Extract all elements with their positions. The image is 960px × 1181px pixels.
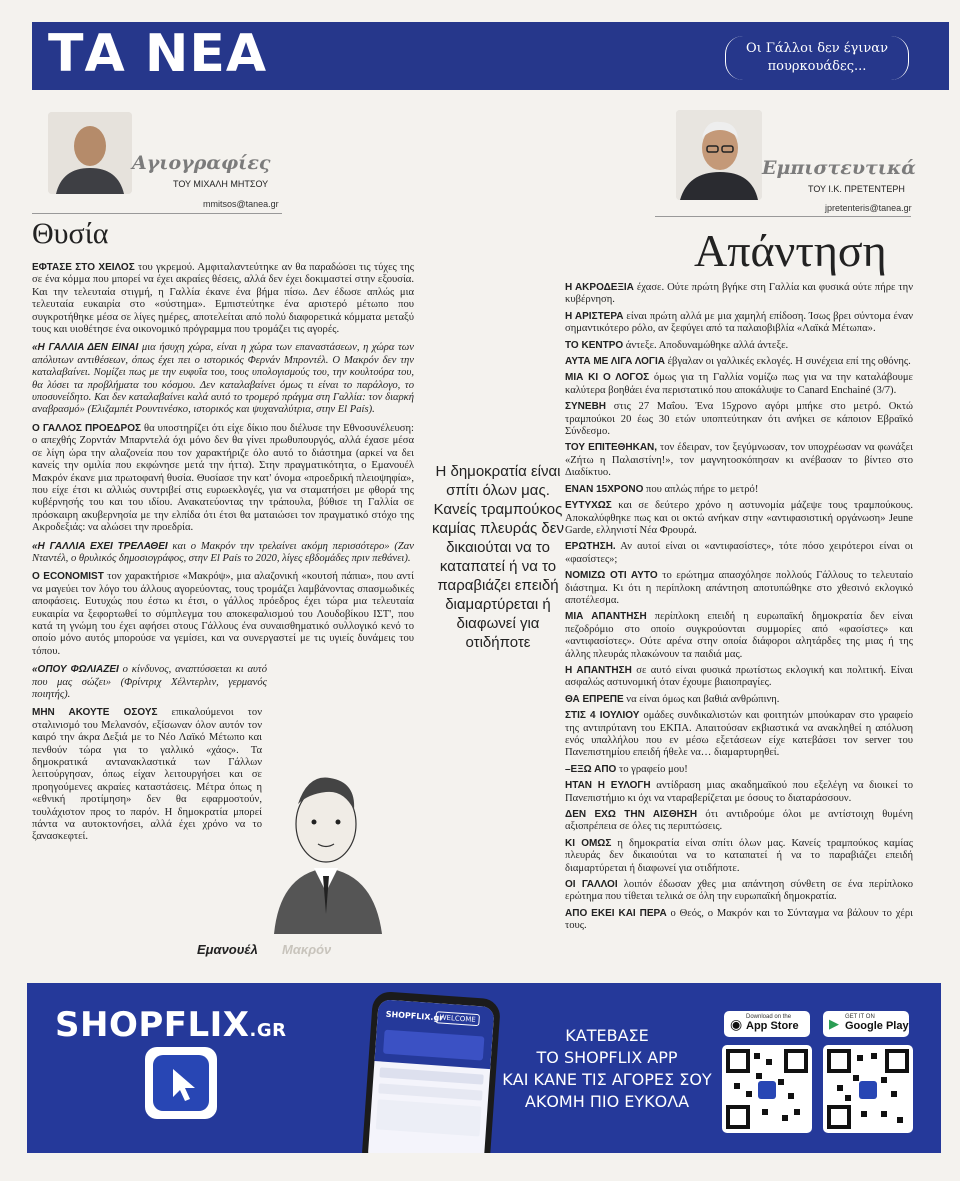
divider-left bbox=[32, 213, 282, 214]
author-email-left[interactable]: mmitsos@tanea.gr bbox=[203, 199, 279, 209]
shopflix-advertisement[interactable] bbox=[27, 983, 941, 1153]
paragraph: Ο ECONOMIST τον χαρακτήρισε «Μακρόψ», μια αλαζονική «κουτσή πάπια», που αντί να μαγεύει τον λόγο του άλλους αγορεύοντας, τους τρομάζει λαμβάνοντας σπασμωδικές αποφάσεις. Ευτυχώς που έστω κι έτσι, ο γάλλος πρόεδρος έχει τώρα μια τελευταία ευκαιρία να ξεφορτωθεί το σύμπλεγμα του αποκεφαλισμού του Λουδοβίκου ΙΣΤ', που κατά τη γνώμη του έχει αφήσει στους Γάλλους ένα συναισθηματικό συλλογικό κενό το οποίο μόνο αυτός μπορούσε να γεμίσει, και να συνεργαστεί με τις υγιείς δυνάμεις του τόπου. bbox=[32, 571, 414, 657]
paragraph: ΗΤΑΝ Η ΕΥΛΟΓΗ αντίδραση μιας ακαδημαϊκού που εξελέγη να διοικεί το Πανεπιστήμιο κι όχι να νταραβερίζεται με όσους το διαταράσσουν. bbox=[565, 780, 913, 804]
paragraph: ΕΥΤΥΧΩΣ και σε δεύτερο χρόνο η αστυνομία μάζεψε τους τραμπούκους. Αποκαλύφθηκε πως και οι οκτώ ανήκαν στην «αντιφασιστική οργάνωση» Jeune Garde, ελληνιστί Νέα Φρουρά. bbox=[565, 500, 913, 536]
paragraph: ΜΗΝ ΑΚΟΥΤΕ ΟΣΟΥΣ επικαλούμενοι τον σταλινισμό του Μελανσόν, εξίσωναν όλον αυτόν τον καιρό την άκρα Δεξιά με το Νέο Λαϊκό Μέτωπο και πενθούν τώρα για το γαλλικό «χάος». Τα δημοκρατικά αντανακλαστικά των Γάλλων λειτούργησαν, όπως είχαν λειτουργήσει και σε προηγούμενες ακραίες καταστάσεις. Μέτρα όπως η «εθνική προτίμηση» δεν θα εφαρμοστούν, τουλάχιστον προς το παρόν. Η δημοκρατία μπορεί πάντα να αυτοκτονήσει, αλλά έχει χρόνο να το ξανασκεφτεί. bbox=[32, 707, 263, 843]
masthead-subtitle-line1: Οι Γάλλοι δεν έγιναν bbox=[745, 41, 888, 56]
paragraph: ΕΦΤΑΣΕ ΣΤΟ ΧΕΙΛΟΣ του γκρεμού. Αμφιταλαντεύτηκε αν θα παραδώσει τις τύχες της σε ένα κόμμα που μπορεί να έχει ακραίες θέσεις, αλλά δεν έχει δοκιμαστεί στην εξουσία. Και την τελευταία στιγμή, η Γαλλία έκανε ένα βήμα πίσω. Δεν έδωσε απλώς μια τελευταία ευκαιρία στο «σύστημα». Εμπιστεύτηκε ένα αριστερό μέτωπο που συγκροτήθηκε μέσα σε λίγες ημέρες, αποτελείται από πολύ διαφορετικά κόμματα μεταξύ τους και υιοθέτησε ένα οικονομικό πρόγραμμα που τρομάζει τις αγορές. bbox=[32, 262, 414, 336]
shopflix-logo: SHOPFLIX.GR bbox=[55, 1005, 287, 1045]
google-play-icon: ▶ bbox=[829, 1016, 839, 1031]
paragraph: ΤΟΥ ΕΠΙΤΕΘΗΚΑΝ, τον έδειραν, τον ξεγύμνωσαν, τον υποχρέωσαν να φωνάξει «Ζήτω η Παλαιστίνη!», τον μαγνητοσκόπησαν κι ανέβασαν το βίντεο στο Διαδίκτυο. bbox=[565, 442, 913, 479]
column-rubric-left: Αγιογραφίες bbox=[132, 152, 271, 174]
photo-caption-faded: Μακρόν bbox=[282, 942, 332, 957]
paragraph: Η ΑΠΑΝΤΗΣΗ σε αυτό είναι φυσικά πρωτίστως εκλογική και πολιτική. Είναι ασφαλώς αστυνομική όταν έχουμε βιαιοπραγίες. bbox=[565, 664, 913, 689]
author-byline-right: ΤΟΥ Ι.Κ. ΠΡΕΤΕΝΤΕΡΗ bbox=[808, 184, 905, 194]
paragraph: Η ΑΡΙΣΤΕΡΑ είναι πρώτη αλλά με μια χαμηλή επίδοση. Ίσως βρει σύντομα έναν σημαντικότερο ρόλο, αν ξεφύγει από τα παλαιοβιβλία «Λαϊκά Μέτωπα». bbox=[565, 310, 913, 335]
paragraph: –ΕΞΩ ΑΠΟ το γραφείο μου! bbox=[565, 763, 688, 775]
author-byline-left: ΤΟΥ ΜΙΧΑΛΗ ΜΗΤΣΟΥ bbox=[173, 179, 269, 189]
paragraph: ΕΡΩΤΗΣΗ. Αν αυτοί είναι οι «αντιφασίστες», τότε πόσο χειρότεροι είναι οι «φασίστες»; bbox=[565, 541, 913, 565]
paragraph: Ο ΓΑΛΛΟΣ ΠΡΟΕΔΡΟΣ θα υποστηρίζει ότι είχε δίκιο που διέλυσε την Εθνοσυνέλευση: ο απεχθής Ζορντάν Μπαρντελά όχι μόνο δεν θα γίνει πρωθυπουργός, αλλά έχασε μέσα σε λίγη ώρα την αλαζονεία που τον χαρακτήριζε όλο αυτό το διάστημα (αρκεί να δει κανείς την ομιλία που εκφώνησε μετά την ήττα). Στην πραγματικότητα, ο Εμανουέλ Μακρόν έκανε μια πρωτοφανή θυσία. Θυσίασε την κατ' όνομα «προεδρική πλειοψηφία», που είχε έτσι κι αλλιώς συντριβεί στις ευρωεκλογές, για να σταματήσει με φθορά της κυβέρνησής του και του ιδίου. Ανακατεύοντας την τράπουλα, βύθισε τη Γαλλία σε πρόσκαιρη ακυβερνησία με την ελπίδα ότι έτσι θα ματαιώσει τον πραγματικό στόχο της Ακροδεξιάς: να αλώσει την προεδρία. bbox=[32, 422, 414, 534]
paragraph: ΕΝΑΝ 15ΧΡΟΝΟ που απλώς πήρε το μετρό! bbox=[565, 483, 759, 495]
quote-paragraph: «ΟΠΟΥ ΦΩΛΙΑΖΕΙ ο κίνδυνος, αναπτύσσεται κι αυτό που μας σώζει» (Φρίντριχ Χέλντερλιν, γερμανός ποιητής). bbox=[32, 664, 267, 700]
paragraph: ΤΟ ΚΕΝΤΡΟ άντεξε. Αποδυναμώθηκε αλλά άντεξε. bbox=[565, 339, 789, 351]
newspaper-logo: ΤΑ ΝΕΑ bbox=[48, 24, 268, 84]
masthead-banner bbox=[32, 22, 949, 90]
column-rubric-right: Εμπιστευτικά bbox=[762, 157, 916, 179]
shopflix-app-icon[interactable] bbox=[145, 1047, 217, 1119]
paragraph: ΑΥΤΑ ΜΕ ΛΙΓΑ ΛΟΓΙΑ έβγαλαν οι γαλλικές εκλογές. Η συνέχεια επί της οθόνης. bbox=[565, 356, 911, 368]
author-portrait-mitsos bbox=[48, 112, 132, 194]
ad-call-to-action: ΚΑΤΕΒΑΣΕ ΤΟ SHOPFLIX APP ΚΑΙ ΚΑΝΕ ΤΙΣ ΑΓΟΡΕΣ ΣΟΥ ΑΚΟΜΗ ΠΙΟ ΕΥΚΟΛΑ bbox=[502, 1026, 712, 1111]
paragraph: ΟΙ ΓΑΛΛΟΙ λοιπόν έδωσαν χθες μια απάντηση σύνθετη σε ένα περίπλοκο ερώτημα που τίθεται τελικά σε όλη την ευρωπαϊκή δημοκρατία. bbox=[565, 879, 913, 903]
paragraph: ΜΙΑ ΑΠΑΝΤΗΣΗ περίπλοκη επειδή η ευρωπαϊκή δημοκρατία δεν είναι πεζοδρόμιο στο οποίο συγκρούονται συμμορίες από «φασίστες» και «αντιφασίστες». Ούτε αρένα στην οποία διάφοροι αλητάρδες της μιας ή της άλλης πλευράς πλακώνουν τα παιδιά μας. bbox=[565, 611, 913, 660]
google-play-badge[interactable]: ▶ GET IT ON Google Play bbox=[823, 1011, 909, 1037]
masthead-subtitle bbox=[725, 36, 909, 80]
paragraph: ΚΙ ΟΜΩΣ η δημοκρατία είναι σπίτι όλων μας. Κανείς τραμπούκος καμίας πλευράς δεν δικαιούται να το καταπατεί ή να το παραβιάζει επειδή διαμαρτύρεται ή διαφωνεί για οτιδήποτε. bbox=[565, 837, 913, 874]
qr-code-googleplay[interactable] bbox=[823, 1045, 913, 1133]
article-title-right: Απάντηση bbox=[694, 225, 887, 276]
phone-screen bbox=[367, 999, 494, 1153]
paragraph: ΔΕΝ ΕΧΩ ΤΗΝ ΑΙΣΘΗΣΗ ότι αντιδρούμε όλοι με αντίστοιχη θυμένη αξιοπρέπεια σε όλες τις περιπτώσεις. bbox=[565, 809, 913, 833]
divider-right bbox=[655, 216, 911, 217]
paragraph: Η ΑΚΡΟΔΕΞΙΑ έχασε. Ούτε πρώτη βγήκε στη Γαλλία και φυσικά ούτε πήρε την κυβέρνηση. bbox=[565, 282, 913, 306]
phone-brand: SHOPFLIX.gr bbox=[385, 1009, 444, 1023]
photo-caption: Εμανουέλ bbox=[197, 942, 258, 957]
quote-paragraph: «Η ΓΑΛΛΙΑ ΕΧΕΙ ΤΡΕΛΑΘΕΙ και ο Μακρόν την τρελαίνει ακόμη περισσότερο» (Ζαν Νταντέλ, ο θρυλικός δημοσιογράφος, στην El País το 2020, λίγες εβδομάδες πριν πεθάνει). bbox=[32, 540, 415, 564]
article-body-left bbox=[32, 262, 414, 850]
paragraph: ΜΙΑ ΚΙ Ο ΛΟΓΟΣ όμως για τη Γαλλία νομίζω πως για να την καταλάβουμε καλύτερα βοηθάει ένα περιστατικό που αποκάλυψε το Canard Enchainé (3/7). bbox=[565, 372, 913, 396]
paragraph: ΝΟΜΙΖΩ ΟΤΙ ΑΥΤΟ το ερώτημα απασχόλησε πολλούς Γάλλους το τελευταίο διάστημα. Κι ότι η περίπλοκη απάντηση αποτυπώθηκε στο χθεσινό εκλογικό αποτέλεσμα. bbox=[565, 570, 913, 606]
paragraph: ΘΑ ΕΠΡΕΠΕ να είναι όμως και βαθιά ανθρώπινη. bbox=[565, 693, 780, 705]
paragraph: ΣΤΙΣ 4 ΙΟΥΛΙΟΥ ομάδες συνδικαλιστών και φοιτητών μπούκαραν στο γραφείο της αντιπρύτανη του ΕΚΠΑ. Απαιτούσαν εκβιαστικά να ανακληθεί η απόλυση ενός υπαλλήλου που εν μέσω εξετάσεων είχε κατεβάσει τον server του Πανεπιστημίου επειδή ήθελε να… διαμαρτυρηθεί. bbox=[565, 710, 913, 759]
quote-paragraph: «Η ΓΑΛΛΙΑ ΔΕΝ ΕΙΝΑΙ μια ήσυχη χώρα, είναι η χώρα των επαναστάσεων, η χώρα των απόλυτων αντιθέσεων, όπως έχει πει ο ιστορικός Φερνάν Μπροντέλ. Ο Μακρόν δεν την καταλαβαίνει. Νομίζει πως με την ευφυΐα του, τους υπολογισμούς του, την κουλτούρα του, θα λύσει τα προβλήματα του κόσμου. Δεν καταλαβαίνει όμως τι είναι το παράλογο, το υποσυνείδητο. Και δεν καταλαβαίνει καλά αυτό το τρομερό πράγμα στη Γαλλία: τον διαρκή αναβρασμό» (Ελιζαμπέτ Ρουντινέσκο, ιστορικός και ψυχαναλύτρια, στην El País). bbox=[32, 342, 414, 416]
macron-portrait-sketch bbox=[268, 764, 388, 934]
phone-mockup bbox=[361, 991, 501, 1153]
author-portrait-pretenteris bbox=[676, 110, 762, 200]
article-title-left: Θυσία bbox=[32, 217, 109, 250]
pull-quote: Η δημοκρατία είναι σπίτι όλων μας. Κανείς τραμπούκος καμίας πλευράς δεν δικαιούται να το καταπατεί ή να το παραβιάζει επειδή διαμαρτύρεται ή διαφωνεί για οτιδήποτε bbox=[432, 463, 564, 651]
author-email-right[interactable]: jpretenteris@tanea.gr bbox=[825, 203, 912, 213]
phone-welcome-badge: WELCOME bbox=[435, 1011, 480, 1026]
masthead-subtitle-line2: πουρκουάδες... bbox=[767, 59, 867, 74]
paragraph: ΣΥΝΕΒΗ στις 27 Μαΐου. Ένα 15χρονο αγόρι μπήκε στο μετρό. Οκτώ τραμπούκοι 20 έως 30 ετών υποπτεύτηκαν ότι ανήκει σε κάποιον Εβραϊκό Σύνδεσμο. bbox=[565, 401, 913, 438]
apple-icon: ◉ bbox=[730, 1016, 743, 1032]
qr-code-appstore[interactable] bbox=[722, 1045, 812, 1133]
article-body-right bbox=[565, 282, 913, 937]
app-store-badge[interactable]: ◉ Download on the App Store bbox=[724, 1011, 810, 1037]
paragraph: ΑΠΟ ΕΚΕΙ ΚΑΙ ΠΕΡΑ ο Θεός, ο Μακρόν και το Σύνταγμα να βάλουν το χέρι τους. bbox=[565, 907, 914, 932]
